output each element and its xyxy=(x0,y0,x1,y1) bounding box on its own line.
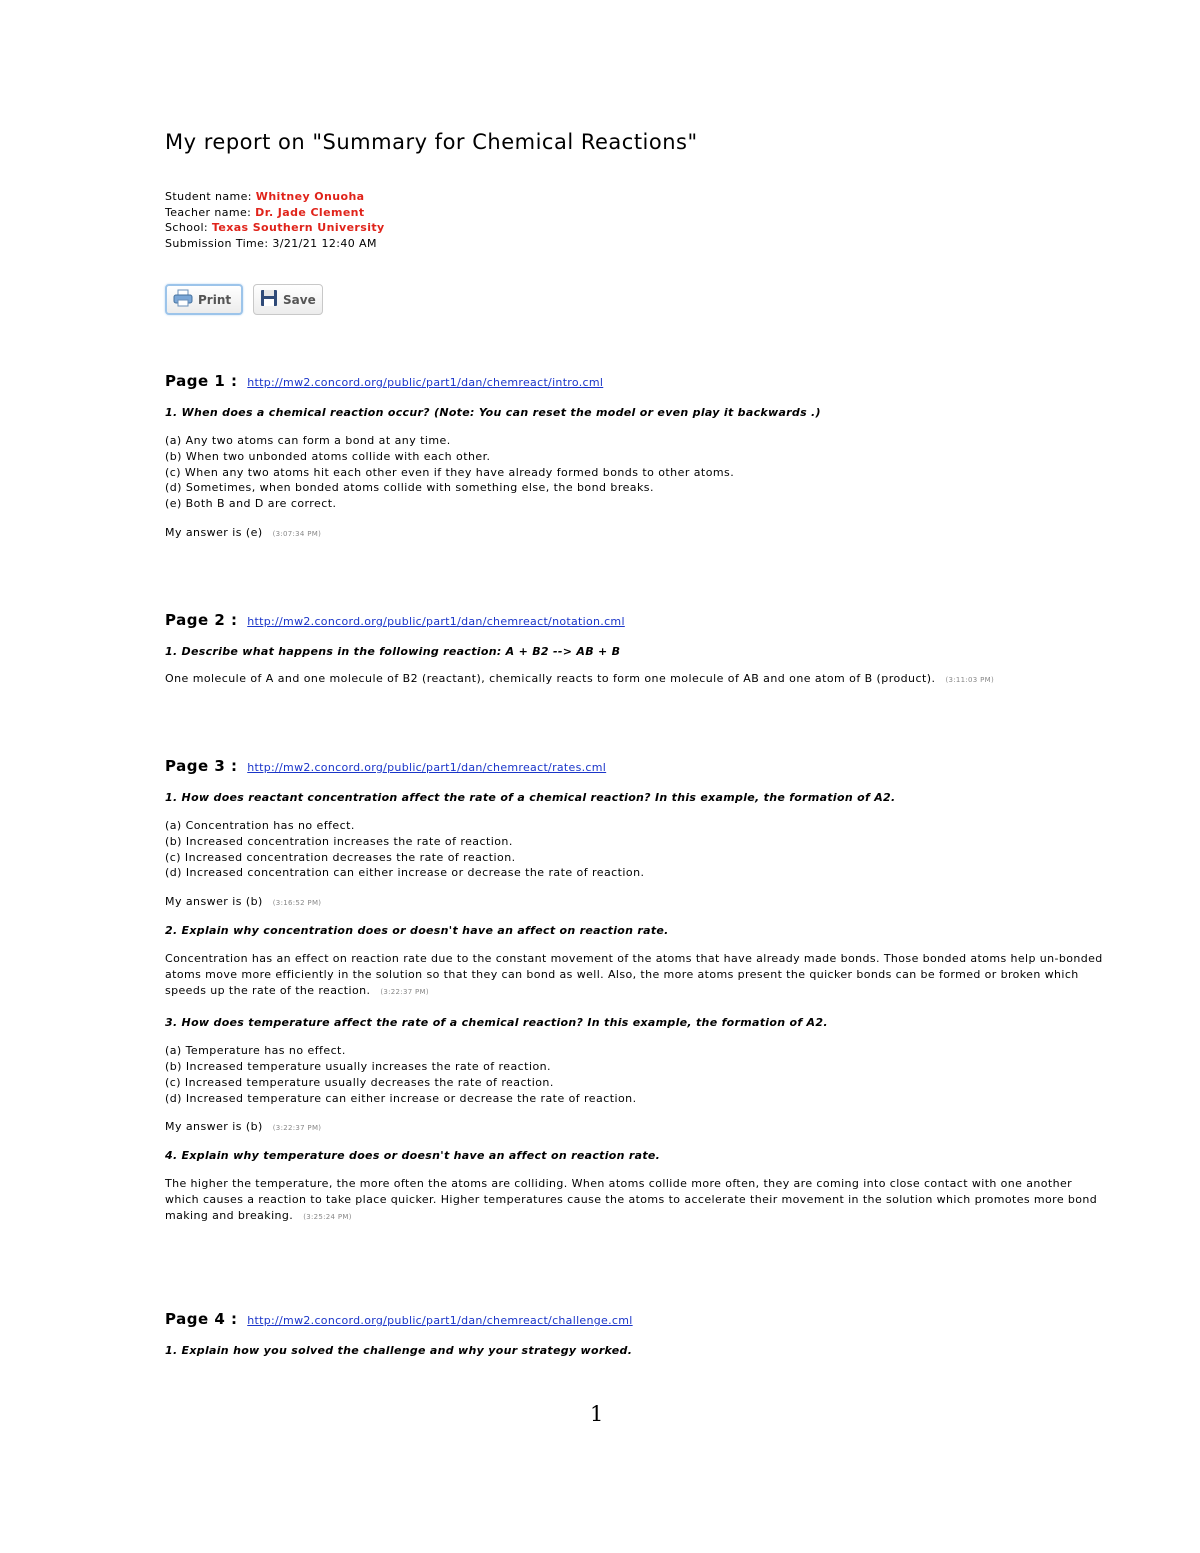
student-row xyxy=(165,189,385,205)
page-3-question-4: 4. Explain why temperature does or doesn't have an affect on reaction rate. xyxy=(165,1149,661,1163)
page-3-q2-answer xyxy=(165,951,1105,1000)
page-2-label: Page 2 : xyxy=(165,611,238,629)
answer-text: My answer is (b) xyxy=(165,1120,263,1134)
report-meta xyxy=(165,189,385,251)
answer-timestamp: (3:22:37 PM) xyxy=(380,988,429,997)
answer-text: My answer is (b) xyxy=(165,895,263,909)
page-3-link[interactable]: http://mw2.concord.org/public/part1/dan/chemreact/rates.cml xyxy=(247,761,607,774)
student-name: Whitney Onuoha xyxy=(255,190,365,203)
page-2-answer xyxy=(165,672,1105,685)
option-c: (c) When any two atoms hit each other even if they have already formed bonds to other atoms. xyxy=(165,465,735,479)
option-d: (d) Sometimes, when bonded atoms collide with something else, the bond breaks. xyxy=(165,481,654,495)
student-label: Student name: xyxy=(165,190,256,203)
school-name: Texas Southern University xyxy=(211,221,385,234)
page-1-heading xyxy=(165,372,1105,390)
page-3-q1-options xyxy=(165,818,1105,881)
page-1-answer xyxy=(165,526,1105,539)
school-row xyxy=(165,220,385,236)
answer-timestamp: (3:25:24 PM) xyxy=(303,1213,352,1222)
print-button[interactable] xyxy=(165,284,243,315)
page-1-link[interactable]: http://mw2.concord.org/public/part1/dan/chemreact/intro.cml xyxy=(247,376,604,389)
option-c: (c) Increased temperature usually decreases the rate of reaction. xyxy=(165,1075,554,1089)
option-d: (d) Increased concentration can either increase or decrease the rate of reaction. xyxy=(165,866,645,880)
action-buttons xyxy=(165,284,323,315)
page-3-q1-answer xyxy=(165,895,1105,908)
page-1-question-1: 1. When does a chemical reaction occur? (Note: You can reset the model or even play it backwards .) xyxy=(165,406,821,419)
page-2-question-1: 1. Describe what happens in the following reaction: A + B2 --> AB + B xyxy=(165,645,621,658)
teacher-row xyxy=(165,205,385,221)
answer-text: The higher the temperature, the more often the atoms are colliding. When atoms collide more often, they are coming into close contact with one another which causes a reaction to take place quicker. Higher temperatures cause the atoms to accelerate their movement in the solution which promotes more bond making and breaking. xyxy=(165,1177,1098,1223)
option-d: (d) Increased temperature can either increase or decrease the rate of reaction. xyxy=(165,1091,637,1105)
page-3-section xyxy=(165,757,1105,1225)
option-a: (a) Concentration has no effect. xyxy=(165,819,355,832)
page-1-section xyxy=(165,372,1105,539)
page-title: My report on "Summary for Chemical Reactions" xyxy=(165,130,698,154)
answer-timestamp: (3:22:37 PM) xyxy=(272,1124,322,1133)
page-2-link[interactable]: http://mw2.concord.org/public/part1/dan/chemreact/notation.cml xyxy=(247,615,625,628)
answer-text: Concentration has an effect on reaction rate due to the constant movement of the atoms that have already made bonds. Those bonded atoms help un-bonded atoms move more efficiently in the solution so that they can bond as well. Also, the more atoms present the quicker bonds can be formed or broken which speeds up the rate of the reaction. xyxy=(165,952,1103,998)
option-b: (b) Increased temperature usually increases the rate of reaction. xyxy=(165,1059,551,1073)
school-label: School: xyxy=(165,221,212,234)
page-4-link[interactable]: http://mw2.concord.org/public/part1/dan/chemreact/challenge.cml xyxy=(247,1314,633,1327)
print-label: Print xyxy=(198,292,232,307)
page-4-section xyxy=(165,1310,1105,1357)
submission-time: Submission Time: 3/21/21 12:40 AM xyxy=(165,236,377,250)
page-2-heading xyxy=(165,611,1105,629)
page-3-heading xyxy=(165,757,1105,775)
option-b: (b) Increased concentration increases the rate of reaction. xyxy=(165,834,513,848)
answer-timestamp: (3:07:34 PM) xyxy=(272,529,322,538)
page-4-question-1: 1. Explain how you solved the challenge and why your strategy worked. xyxy=(165,1344,633,1357)
page-1-label: Page 1 : xyxy=(165,372,238,390)
option-b: (b) When two unbonded atoms collide with each other. xyxy=(165,449,491,463)
page-3-label: Page 3 : xyxy=(165,757,238,775)
page-3-q3-options xyxy=(165,1043,1105,1106)
option-a: (a) Any two atoms can form a bond at any time. xyxy=(165,434,451,447)
page-3-question-2: 2. Explain why concentration does or doesn't have an affect on reaction rate. xyxy=(165,924,669,938)
floppy-disk-icon xyxy=(260,289,278,310)
page-3-q3-answer xyxy=(165,1120,1105,1133)
page-3-q4-answer xyxy=(165,1176,1105,1225)
answer-text: One molecule of A and one molecule of B2 (reactant), chemically reacts to form one molecule of AB and one atom of B (product). xyxy=(165,672,936,685)
option-c: (c) Increased concentration decreases the rate of reaction. xyxy=(165,850,516,864)
save-label: Save xyxy=(283,292,316,307)
option-e: (e) Both B and D are correct. xyxy=(165,497,337,511)
teacher-name: Dr. Jade Clement xyxy=(255,205,365,219)
printer-icon xyxy=(173,289,193,310)
page-3-question-3: 3. How does temperature affect the rate of a chemical reaction? In this example, the formation of A2. xyxy=(165,1016,828,1030)
option-a: (a) Temperature has no effect. xyxy=(165,1044,346,1058)
page-4-heading xyxy=(165,1310,1105,1328)
page-1-options xyxy=(165,433,1105,512)
answer-timestamp: (3:11:03 PM) xyxy=(945,676,994,684)
answer-text: My answer is (e) xyxy=(165,525,263,539)
page-2-section xyxy=(165,611,1105,685)
answer-timestamp: (3:16:52 PM) xyxy=(272,899,322,908)
teacher-label: Teacher name: xyxy=(165,205,256,219)
page-4-label: Page 4 : xyxy=(165,1310,238,1328)
page-number: 1 xyxy=(590,1402,604,1426)
save-button[interactable] xyxy=(253,284,323,315)
page-3-question-1: 1. How does reactant concentration affect the rate of a chemical reaction? In this example, the formation of A2. xyxy=(165,791,896,804)
